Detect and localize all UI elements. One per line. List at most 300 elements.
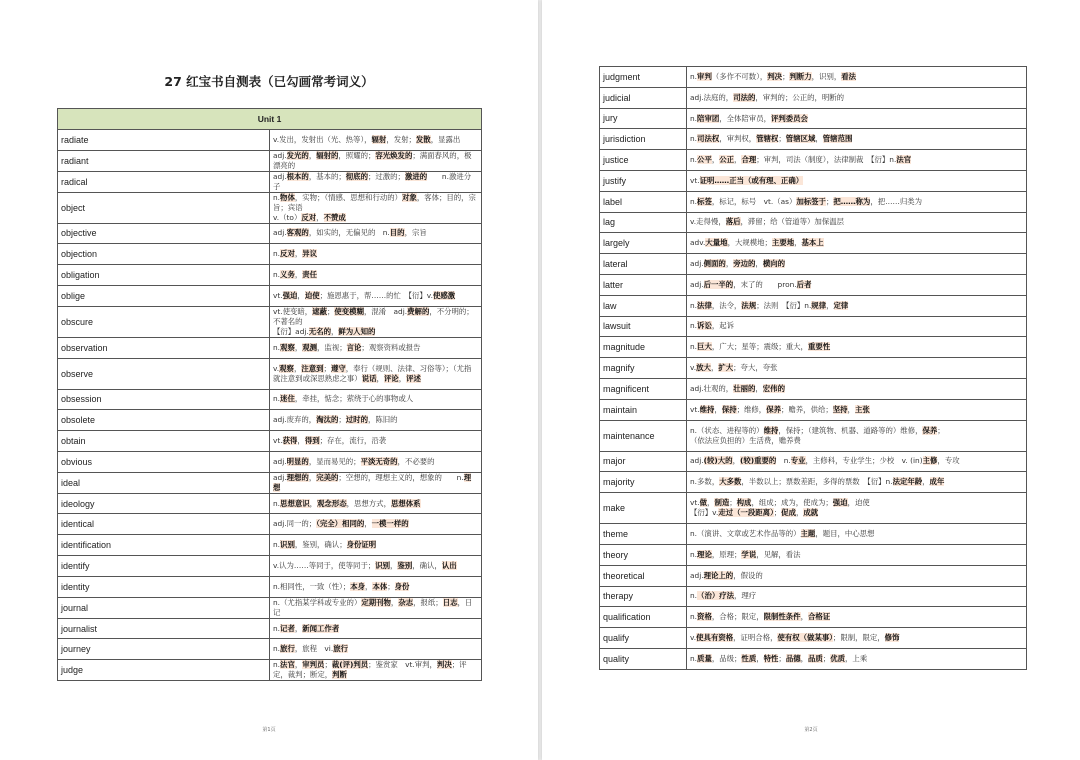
- highlighted-meaning: 裁(评)判员: [331, 660, 369, 670]
- word-cell: judicial: [600, 87, 687, 108]
- highlighted-meaning: 日志: [442, 597, 458, 607]
- table-row: [600, 295, 1027, 316]
- definition-text: ，: [294, 342, 303, 352]
- definition-text: n.: [690, 591, 698, 601]
- highlighted-meaning: 过时的: [345, 415, 368, 425]
- definition-text: n.（尤指某学科或专业的）: [273, 597, 362, 607]
- definition-text: adj.同一的；: [273, 519, 317, 529]
- highlighted-meaning: 容光焕发的: [375, 150, 413, 160]
- word-cell: theory: [600, 544, 687, 565]
- highlighted-meaning: 保持: [721, 404, 737, 414]
- definition-text: ，: [710, 363, 719, 373]
- highlighted-meaning: 优质: [830, 653, 846, 663]
- table-row: [600, 493, 1027, 524]
- definition-text: ，: [297, 290, 305, 300]
- word-cell: identification: [58, 535, 270, 556]
- page-title: 27 红宝书自测表（已勾画常考词义）: [164, 74, 374, 89]
- definition-text: n.: [690, 113, 698, 123]
- definition-text: ，发射；: [386, 134, 416, 144]
- definition-text: ，: [714, 404, 722, 414]
- definition-text: ；满面春风的，极漂亮的: [273, 150, 472, 170]
- table-row: [600, 129, 1027, 150]
- definition-text: n.（演讲、文章或艺术作品等的）: [690, 529, 801, 539]
- definition-text: adj.: [273, 228, 287, 238]
- highlighted-meaning: 重要性: [807, 342, 831, 352]
- word-cell: major: [600, 451, 687, 472]
- highlighted-meaning: 保养: [922, 425, 938, 435]
- definition-text: ；维修，: [736, 404, 767, 414]
- highlighted-meaning: 合理: [741, 155, 757, 165]
- definition-cell: [270, 535, 482, 556]
- definition-text: n.: [273, 270, 281, 280]
- highlighted-meaning: 一模一样的: [371, 519, 409, 529]
- definition-text: ，广大；星等；震级；重大，: [711, 342, 808, 352]
- word-cell: journey: [58, 639, 270, 660]
- definition-text: ，: [390, 560, 398, 570]
- word-cell: law: [600, 295, 687, 316]
- word-cell: objective: [58, 223, 270, 244]
- highlighted-meaning: 判断力: [789, 71, 812, 81]
- table-row: [600, 524, 1027, 545]
- table-row: [58, 129, 482, 150]
- definition-text: vt.使变暗，: [273, 306, 313, 316]
- definition-text: ，监视；: [317, 342, 347, 352]
- highlighted-meaning: 大量地: [705, 238, 728, 248]
- definition-cell: [687, 420, 1027, 451]
- definition-text: v.: [690, 363, 697, 373]
- definition-text: ，: [734, 155, 742, 165]
- highlighted-meaning: 明显的: [286, 456, 309, 466]
- definition-text: ，识别，: [811, 71, 842, 81]
- definition-text: ，照耀的；: [338, 150, 376, 160]
- highlighted-meaning: 对象: [402, 192, 417, 202]
- highlighted-meaning: 大多数: [719, 477, 742, 487]
- definition-text: ，: [390, 597, 399, 607]
- word-cell: identity: [58, 576, 270, 597]
- table-row: [600, 337, 1027, 358]
- highlighted-meaning: 性质: [741, 653, 757, 663]
- definition-cell: [687, 607, 1027, 628]
- highlighted-meaning: 特性: [763, 653, 779, 663]
- definition-text: ；观察资料或报告: [361, 342, 421, 352]
- table-row: [58, 192, 482, 223]
- highlighted-meaning: 完美的: [316, 472, 339, 482]
- highlighted-meaning: 遮蔽: [312, 306, 327, 316]
- definition-text: adj.: [690, 456, 704, 466]
- highlighted-meaning: 观察: [279, 363, 294, 373]
- word-cell: obvious: [58, 451, 270, 472]
- word-cell: magnify: [600, 358, 687, 379]
- definition-text: ，法令，: [711, 300, 742, 310]
- definition-text: adj.: [273, 472, 287, 482]
- definition-text: ；: [778, 653, 786, 663]
- definition-text: ，迫使: [847, 498, 870, 508]
- definition-text: v.: [690, 633, 697, 643]
- highlighted-meaning: 法定年龄: [892, 477, 923, 487]
- table-row: [600, 451, 1027, 472]
- word-cell: journal: [58, 597, 270, 618]
- highlighted-meaning: 使有权（做某事）: [777, 633, 833, 643]
- definition-text: ，混淆 adj.: [363, 306, 408, 316]
- highlighted-meaning: 主题: [800, 529, 816, 539]
- highlighted-meaning: (较)大的: [703, 456, 733, 466]
- table-row: [58, 472, 482, 493]
- table-row: [600, 565, 1027, 586]
- highlighted-meaning: 制造: [714, 498, 730, 508]
- highlighted-meaning: 合格证: [807, 612, 831, 622]
- table-row: [58, 337, 482, 358]
- definition-text: adj.法庭的，: [690, 92, 734, 102]
- word-cell: latter: [600, 274, 687, 295]
- highlighted-meaning: 坚持: [832, 404, 848, 414]
- highlighted-meaning: 旅行: [280, 644, 295, 654]
- table-row: [600, 316, 1027, 337]
- highlighted-meaning: 法规: [741, 300, 757, 310]
- definition-text: ，不分明的；不著名的: [273, 306, 474, 326]
- definition-cell: [270, 472, 482, 493]
- definition-text: ；鉴赏家 vt.审判，: [368, 660, 437, 670]
- definition-text: n.: [273, 498, 281, 508]
- table-row: [600, 170, 1027, 191]
- highlighted-meaning: 反对: [301, 212, 317, 222]
- highlighted-meaning: 限制性条件: [763, 612, 801, 622]
- highlighted-meaning: 客观的: [286, 228, 309, 238]
- word-cell: quality: [600, 648, 687, 669]
- highlighted-meaning: 发光的: [286, 150, 309, 160]
- table-row: [58, 285, 482, 306]
- definition-cell: [270, 389, 482, 410]
- highlighted-meaning: 物体: [280, 192, 295, 202]
- definition-text: ，: [732, 456, 740, 466]
- highlighted-meaning: 走过（一段距离）: [718, 508, 774, 518]
- word-cell: identical: [58, 514, 270, 535]
- definition-cell: [687, 316, 1027, 337]
- definition-text: adv.: [690, 238, 706, 248]
- highlighted-meaning: 发散: [415, 134, 431, 144]
- table-row: [600, 358, 1027, 379]
- highlighted-meaning: 鉴别: [397, 560, 413, 570]
- definition-text: ，实物；（情感、思想和行动的）: [294, 192, 403, 202]
- highlighted-meaning: 主修: [922, 456, 938, 466]
- highlighted-meaning: 管辖范围: [822, 134, 853, 144]
- definition-text: adj.: [273, 456, 287, 466]
- definition-text: ；施恩惠于，帮……的忙 【衍】v.: [319, 290, 433, 300]
- word-cell: obsolete: [58, 410, 270, 431]
- definition-cell: [270, 451, 482, 472]
- highlighted-meaning: 获得: [282, 436, 298, 446]
- definition-cell: [687, 451, 1027, 472]
- highlighted-meaning: 扩大: [718, 363, 734, 373]
- table-row: [58, 244, 482, 265]
- highlighted-meaning: 旁边的: [733, 259, 756, 269]
- definition-text: n.: [273, 540, 281, 550]
- word-cell: lag: [600, 212, 687, 233]
- definition-cell: [270, 306, 482, 337]
- definition-text: adj.废弃的，: [273, 415, 317, 425]
- table-row: [600, 108, 1027, 129]
- word-cell: qualification: [600, 607, 687, 628]
- highlighted-meaning: 理论: [697, 549, 712, 559]
- definition-text: n.（状态、进程等的）: [690, 425, 764, 435]
- definition-text: ；评定，裁判；断定，: [273, 660, 467, 680]
- definition-text: ，原理；: [711, 549, 742, 559]
- word-cell: label: [600, 191, 687, 212]
- word-cell: lawsuit: [600, 316, 687, 337]
- highlighted-meaning: 理论上的: [703, 570, 734, 580]
- highlighted-meaning: 根本的: [286, 171, 309, 181]
- definition-text: ，: [365, 581, 373, 591]
- definition-text: n.: [273, 644, 281, 654]
- word-cell: jurisdiction: [600, 129, 687, 150]
- highlighted-meaning: 目的: [389, 228, 405, 238]
- highlighted-meaning: 修饰: [884, 633, 900, 643]
- highlighted-meaning: 巨大: [697, 342, 712, 352]
- definition-text: ，: [847, 404, 855, 414]
- highlighted-meaning: (较)重要的: [739, 456, 777, 466]
- definition-text: ，专攻: [937, 456, 960, 466]
- definition-cell: [270, 514, 482, 535]
- definition-cell: [270, 223, 482, 244]
- definition-cell: [687, 493, 1027, 524]
- table-row: [58, 493, 482, 514]
- definition-text: n.: [690, 134, 698, 144]
- highlighted-meaning: 身份证明: [346, 540, 377, 550]
- highlighted-meaning: 得到: [304, 436, 320, 446]
- highlighted-meaning: 义务: [280, 270, 295, 280]
- definition-text: ，证明合格，: [733, 633, 778, 643]
- word-cell: majority: [600, 472, 687, 493]
- definition-text: ；: [324, 660, 332, 670]
- definition-cell: [270, 129, 482, 150]
- definition-text: ，日记: [273, 597, 473, 617]
- highlighted-meaning: 辐射的: [316, 150, 339, 160]
- word-cell: theme: [600, 524, 687, 545]
- definition-text: ，: [398, 373, 407, 383]
- definition-cell: [270, 576, 482, 597]
- definition-cell: [270, 660, 482, 681]
- page-footer: 第2页: [804, 727, 818, 733]
- definition-text: n.: [273, 192, 281, 202]
- definition-cell: [270, 150, 482, 171]
- definition-text: ，: [309, 498, 318, 508]
- highlighted-meaning: 把……称为: [833, 196, 871, 206]
- highlighted-meaning: 管辖区域: [785, 134, 816, 144]
- highlighted-meaning: 注意到: [301, 363, 324, 373]
- highlighted-meaning: （完全）相同的: [316, 519, 365, 529]
- table-row: [600, 191, 1027, 212]
- word-cell: radical: [58, 171, 270, 192]
- definition-text: ，: [755, 383, 763, 393]
- word-cell: justify: [600, 170, 687, 191]
- table-row: [600, 420, 1027, 451]
- highlighted-meaning: 认出: [441, 560, 457, 570]
- highlighted-meaning: 评判委员会: [770, 113, 808, 123]
- definition-text: ，末了的 pron.: [733, 279, 797, 289]
- highlighted-meaning: 落后: [725, 217, 741, 227]
- highlighted-meaning: 横向的: [762, 259, 785, 269]
- highlighted-meaning: 平淡无奇的: [360, 456, 398, 466]
- definition-text: n.: [690, 196, 698, 206]
- highlighted-meaning: 识别: [280, 540, 295, 550]
- highlighted-meaning: 理想的: [286, 472, 309, 482]
- word-cell: radiate: [58, 129, 270, 150]
- definition-text: ，: [316, 212, 324, 222]
- definition-text: n.: [273, 342, 281, 352]
- definition-text: ，理疗: [734, 591, 757, 601]
- word-cell: lateral: [600, 254, 687, 275]
- highlighted-meaning: 后者: [796, 279, 812, 289]
- definition-cell: [270, 192, 482, 223]
- vocab-table-1: [57, 108, 482, 681]
- definition-text: ，: [826, 300, 834, 310]
- definition-text: adj.壮观的，: [690, 383, 734, 393]
- word-cell: oblige: [58, 285, 270, 306]
- word-cell: jury: [600, 108, 687, 129]
- definition-text: ，: [800, 612, 808, 622]
- definition-cell: [687, 337, 1027, 358]
- word-cell: maintenance: [600, 420, 687, 451]
- word-cell: ideal: [58, 472, 270, 493]
- definition-cell: [270, 285, 482, 306]
- highlighted-meaning: 审判: [697, 71, 712, 81]
- highlighted-meaning: 法官: [896, 155, 912, 165]
- table-row: [600, 150, 1027, 171]
- definition-text: 【衍】v.: [690, 508, 719, 518]
- definition-text: ；: [825, 196, 834, 206]
- definition-text: n.: [690, 321, 698, 331]
- table-row: [600, 586, 1027, 607]
- highlighted-meaning: 侧面的: [703, 259, 726, 269]
- word-cell: radiant: [58, 150, 270, 171]
- highlighted-meaning: 使感激: [432, 290, 456, 300]
- definition-text: ，显露出: [430, 134, 461, 144]
- definition-text: ；: [822, 653, 831, 663]
- definition-text: v.走得慢，: [690, 217, 726, 227]
- definition-text: ；限制，限定，: [832, 633, 885, 643]
- definition-text: adj.: [690, 570, 704, 580]
- definition-cell: [687, 586, 1027, 607]
- definition-text: ，: [294, 270, 303, 280]
- highlighted-meaning: 主张: [854, 404, 870, 414]
- definition-text: ；存在，流行，沿袭: [319, 436, 387, 446]
- highlighted-meaning: 评述: [406, 373, 421, 383]
- highlighted-meaning: 壮丽的: [733, 383, 756, 393]
- highlighted-meaning: 使变模糊: [334, 306, 364, 316]
- table-row: [58, 556, 482, 577]
- definition-cell: [270, 171, 482, 192]
- definition-text: ，滞留；给（管道等）加保温层: [740, 217, 844, 227]
- definition-cell: [270, 493, 482, 514]
- word-cell: justice: [600, 150, 687, 171]
- highlighted-meaning: 迷住: [280, 394, 295, 404]
- definition-text: ，起诉: [711, 321, 735, 331]
- definition-text: n.: [776, 456, 791, 466]
- highlighted-meaning: 本体: [372, 581, 388, 591]
- definition-text: ；法则 【衍】n.: [756, 300, 812, 310]
- definition-text: ，确认，: [412, 560, 442, 570]
- word-cell: maintain: [600, 399, 687, 420]
- highlighted-meaning: 观测: [302, 342, 318, 352]
- definition-text: vt.: [690, 498, 700, 508]
- definition-text: ；: [338, 415, 346, 425]
- definition-text: ，审判权，: [719, 134, 757, 144]
- definition-cell: [270, 265, 482, 286]
- highlighted-meaning: 法律: [697, 300, 712, 310]
- definition-cell: [270, 410, 482, 431]
- definition-text: v.: [273, 363, 280, 373]
- definition-text: 【衍】adj.: [273, 326, 309, 336]
- word-cell: therapy: [600, 586, 687, 607]
- definition-cell: [687, 524, 1027, 545]
- highlighted-meaning: 激进的: [404, 171, 428, 181]
- definition-text: ，大规模地；: [727, 238, 772, 248]
- definition-text: v.认为……等同于，使等同于；: [273, 560, 376, 570]
- definition-text: ；赡养，供给；: [781, 404, 833, 414]
- highlighted-meaning: 证明……正当（或有理、正确）: [699, 175, 804, 185]
- word-cell: observe: [58, 358, 270, 389]
- definition-cell: [270, 337, 482, 358]
- definition-text: ，组成；成为，使成为；: [751, 498, 833, 508]
- highlighted-meaning: 不赞成: [323, 212, 346, 222]
- definition-text: adj.: [690, 279, 704, 289]
- highlighted-meaning: 言论: [346, 342, 362, 352]
- definition-text: ；: [387, 581, 395, 591]
- word-cell: qualify: [600, 628, 687, 649]
- highlighted-meaning: 观察: [280, 342, 295, 352]
- definition-text: ，: [364, 519, 372, 529]
- highlighted-meaning: 定律: [833, 300, 849, 310]
- definition-text: ；审判，司法（制度），法律制裁 【衍】n.: [756, 155, 897, 165]
- definition-text: ，鉴别，确认；: [294, 540, 347, 550]
- definition-text: n.: [273, 394, 281, 404]
- definition-cell: [687, 150, 1027, 171]
- table-row: [600, 399, 1027, 420]
- highlighted-meaning: 品德: [785, 653, 801, 663]
- table-row: [58, 514, 482, 535]
- highlighted-meaning: 主要地: [771, 238, 795, 248]
- highlighted-meaning: 构成: [736, 498, 752, 508]
- definition-text: ，牵挂，惦念；萦绕于心的事物或人: [294, 394, 414, 404]
- definition-text: adj.: [273, 150, 287, 160]
- definition-text: ，: [294, 623, 303, 633]
- word-cell: magnificent: [600, 378, 687, 399]
- definition-cell: [687, 274, 1027, 295]
- definition-cell: [687, 472, 1027, 493]
- word-cell: magnitude: [600, 337, 687, 358]
- definition-cell: [687, 67, 1027, 88]
- page-footer: 第1页: [262, 727, 276, 733]
- definition-text: ；: [782, 71, 790, 81]
- highlighted-meaning: 质量: [697, 653, 712, 663]
- highlighted-meaning: 遵守: [330, 363, 346, 373]
- definition-text: ，: [756, 653, 764, 663]
- highlighted-meaning: 后一半的: [703, 279, 734, 289]
- highlighted-meaning: 标签: [697, 196, 712, 206]
- definition-cell: [270, 556, 482, 577]
- definition-cell: [270, 597, 482, 618]
- highlighted-meaning: 基本上: [801, 238, 824, 248]
- table-row: [58, 358, 482, 389]
- highlighted-meaning: 规律: [811, 300, 827, 310]
- table-row: [58, 223, 482, 244]
- highlighted-meaning: 淘汰的: [316, 415, 339, 425]
- definition-cell: [687, 378, 1027, 399]
- definition-text: ，奉行（规则、法律、习俗等）；（尤指就注意到或深思熟虑之事）: [273, 363, 472, 383]
- vocab-table-2: [599, 66, 1027, 670]
- table-row: [58, 410, 482, 431]
- highlighted-meaning: 思想意识: [280, 498, 310, 508]
- table-row: [58, 576, 482, 597]
